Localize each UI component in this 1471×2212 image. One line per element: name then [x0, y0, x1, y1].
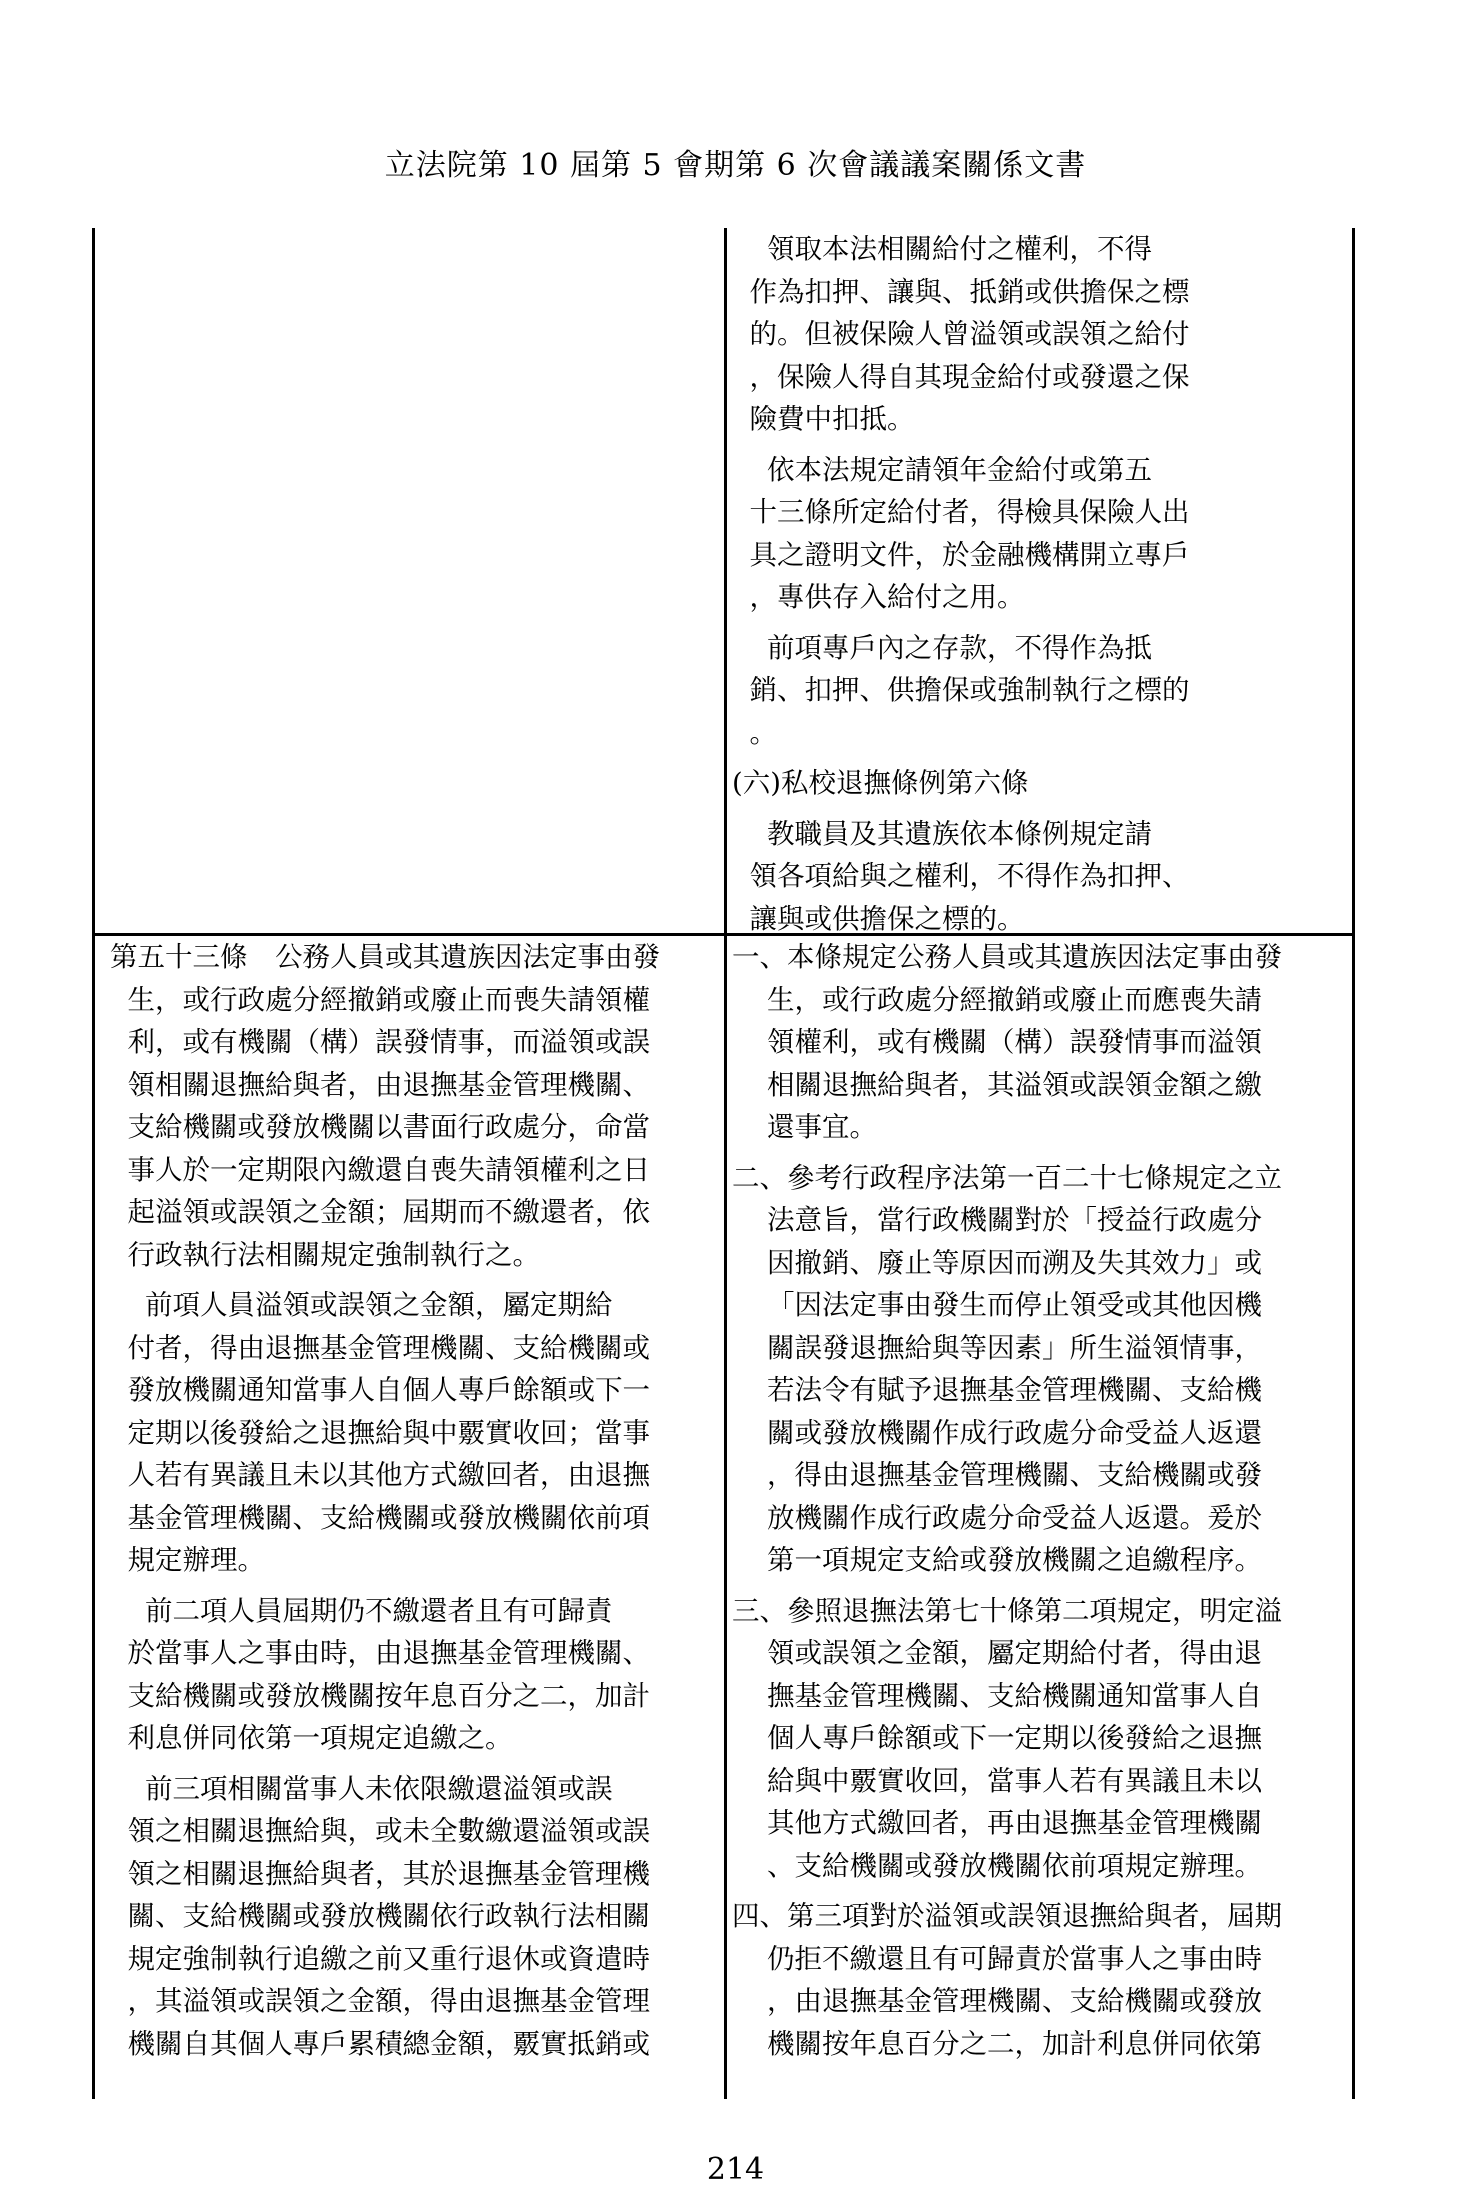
text-line: 三、參照退撫法第七十條第二項規定，明定溢	[732, 1594, 1282, 1627]
text-line: (六)私校退撫條例第六條	[732, 767, 1029, 799]
text-line: 第五十三條 公務人員或其遺族因法定事由發	[110, 941, 660, 973]
table-left-border	[92, 228, 95, 2099]
text-line: ，其溢領或誤領之金額，得由退撫基金管理	[110, 1985, 650, 2017]
comparison-table	[92, 228, 1355, 2099]
text-line: 一、本條規定公務人員或其遺族因法定事由發	[732, 941, 1282, 973]
text-line: 。	[732, 716, 777, 749]
text-line: 個人專戶餘額或下一定期以後發給之退撫	[732, 1722, 1262, 1754]
text-line: 人若有異議且未以其他方式繳回者，由退撫	[110, 1459, 650, 1491]
text-line: 支給機關或發放機關按年息百分之二，加計	[110, 1679, 650, 1712]
text-line: 基金管理機關、支給機關或發放機關依前項	[110, 1501, 650, 1534]
text-line: 生，或行政處分經撤銷或廢止而應喪失請	[732, 983, 1262, 1016]
paragraph	[732, 627, 1344, 755]
paragraph	[110, 1768, 716, 2066]
text-line: 「因法定事由發生而停止領受或其他因機	[732, 1289, 1262, 1321]
text-line: ，得由退撫基金管理機關、支給機關或發	[732, 1459, 1262, 1491]
text-line: 利息併同依第一項規定追繳之。	[110, 1722, 513, 1754]
explanation-item	[732, 1157, 1344, 1582]
section-heading	[732, 762, 1344, 805]
text-line: 前項專戶內之存款，不得作為抵	[732, 631, 1152, 664]
text-line: 機關按年息百分之二，加計利息併同依第	[732, 2027, 1262, 2060]
text-line: 依本法規定請領年金給付或第五	[732, 453, 1152, 486]
article-text	[110, 936, 716, 1276]
text-line: 還事宜。	[732, 1111, 877, 1143]
text-line: 銷、扣押、供擔保或強制執行之標的	[732, 674, 1190, 706]
text-line: 關、支給機關或發放機關依行政執行法相關	[110, 1900, 650, 1932]
text-line: 領相關退撫給與者，由退撫基金管理機關、	[110, 1068, 650, 1101]
text-line: 二、參考行政程序法第一百二十七條規定之立	[732, 1161, 1282, 1194]
text-line: 於當事人之事由時，由退撫基金管理機關、	[110, 1637, 650, 1669]
paragraph	[732, 228, 1344, 441]
text-line: 其他方式繳回者，再由退撫基金管理機關	[732, 1807, 1262, 1839]
text-line: ，由退撫基金管理機關、支給機關或發放	[732, 1985, 1262, 2017]
table-column-divider	[724, 228, 727, 2099]
text-line: 讓與或供擔保之標的。	[732, 902, 1025, 935]
paragraph	[732, 813, 1344, 941]
table-right-border	[1352, 228, 1355, 2099]
explanation-item	[732, 936, 1344, 1149]
text-line: 領之相關退撫給與，或未全數繳還溢領或誤	[110, 1815, 650, 1847]
paragraph	[110, 1284, 716, 1582]
text-line: 行政執行法相關規定強制執行之。	[110, 1238, 540, 1271]
text-line: 若法令有賦予退撫基金管理機關、支給機	[732, 1374, 1262, 1406]
text-line: 仍拒不繳還且有可歸責於當事人之事由時	[732, 1942, 1262, 1975]
text-line: 支給機關或發放機關以書面行政處分，命當	[110, 1111, 650, 1143]
text-line: 規定強制執行追繳之前又重行退休或資遣時	[110, 1942, 650, 1975]
text-line: 領各項給與之權利，不得作為扣押、	[732, 860, 1190, 892]
text-line: 付者，得由退撫基金管理機關、支給機關或	[110, 1331, 650, 1364]
document-header: 立法院第 10 屆第 5 會期第 6 次會議議案關係文書	[384, 148, 1087, 183]
text-line: 教職員及其遺族依本條例規定請	[732, 817, 1152, 850]
text-line: ，專供存入給付之用。	[732, 581, 1025, 613]
text-line: 前三項相關當事人未依限繳還溢領或誤	[110, 1772, 613, 1805]
text-line: 規定辦理。	[110, 1544, 265, 1576]
text-line: 發放機關通知當事人自個人專戶餘額或下一	[110, 1374, 650, 1406]
text-line: 四、第三項對於溢領或誤領退撫給與者，屆期	[732, 1900, 1282, 1932]
text-line: 利，或有機關（構）誤發情事，而溢領或誤	[110, 1026, 650, 1058]
text-line: 、支給機關或發放機關依前項規定辦理。	[732, 1849, 1262, 1882]
text-line: 起溢領或誤領之金額；屆期而不繳還者，依	[110, 1196, 650, 1228]
paragraph	[110, 1590, 716, 1760]
lower-left-cell	[110, 936, 716, 2065]
text-line: 放機關作成行政處分命受益人返還。爰於	[732, 1501, 1262, 1534]
text-line: 領或誤領之金額，屬定期給付者，得由退	[732, 1637, 1262, 1669]
page-number: 214	[706, 2152, 765, 2187]
text-line: 前二項人員屆期仍不繳還者且有可歸責	[110, 1594, 613, 1627]
text-line: 領之相關退撫給與者，其於退撫基金管理機	[110, 1857, 650, 1890]
text-line: 生，或行政處分經撤銷或廢止而喪失請領權	[110, 983, 650, 1016]
text-line: 法意旨，當行政機關對於「授益行政處分	[732, 1204, 1262, 1236]
text-line: 十三條所定給付者，得檢具保險人出	[732, 496, 1190, 528]
text-line: 第一項規定支給或發放機關之追繳程序。	[732, 1544, 1262, 1576]
text-line: 的。但被保險人曾溢領或誤領之給付	[732, 318, 1190, 350]
text-line: 定期以後發給之退撫給與中覈實收回；當事	[110, 1416, 650, 1449]
upper-right-cell	[732, 228, 1344, 940]
paragraph	[732, 449, 1344, 619]
text-line: 事人於一定期限內繳還自喪失請領權利之日	[110, 1153, 650, 1186]
text-line: 險費中扣抵。	[732, 403, 915, 435]
text-line: 具之證明文件，於金融機構開立專戶	[732, 538, 1190, 571]
text-line: 機關自其個人專戶累積總金額，覈實抵銷或	[110, 2027, 650, 2060]
explanation-item	[732, 1590, 1344, 1888]
text-line: 作為扣押、讓與、抵銷或供擔保之標	[732, 275, 1190, 308]
text-line: 相關退撫給與者，其溢領或誤領金額之繳	[732, 1068, 1262, 1101]
explanation-item	[732, 1895, 1344, 2065]
text-line: 給與中覈實收回，當事人若有異議且未以	[732, 1764, 1262, 1797]
text-line: 關或發放機關作成行政處分命受益人返還	[732, 1416, 1262, 1449]
text-line: 前項人員溢領或誤領之金額，屬定期給	[110, 1289, 613, 1321]
text-line: 領權利，或有機關（構）誤發情事而溢領	[732, 1026, 1262, 1058]
text-line: 領取本法相關給付之權利，不得	[732, 233, 1152, 265]
lower-right-cell	[732, 936, 1344, 2065]
text-line: 因撤銷、廢止等原因而溯及失其效力」或	[732, 1246, 1262, 1279]
text-line: 撫基金管理機關、支給機關通知當事人自	[732, 1679, 1262, 1712]
text-line: ，保險人得自其現金給付或發還之保	[732, 360, 1190, 393]
text-line: 關誤發退撫給與等因素」所生溢領情事，	[732, 1331, 1262, 1364]
